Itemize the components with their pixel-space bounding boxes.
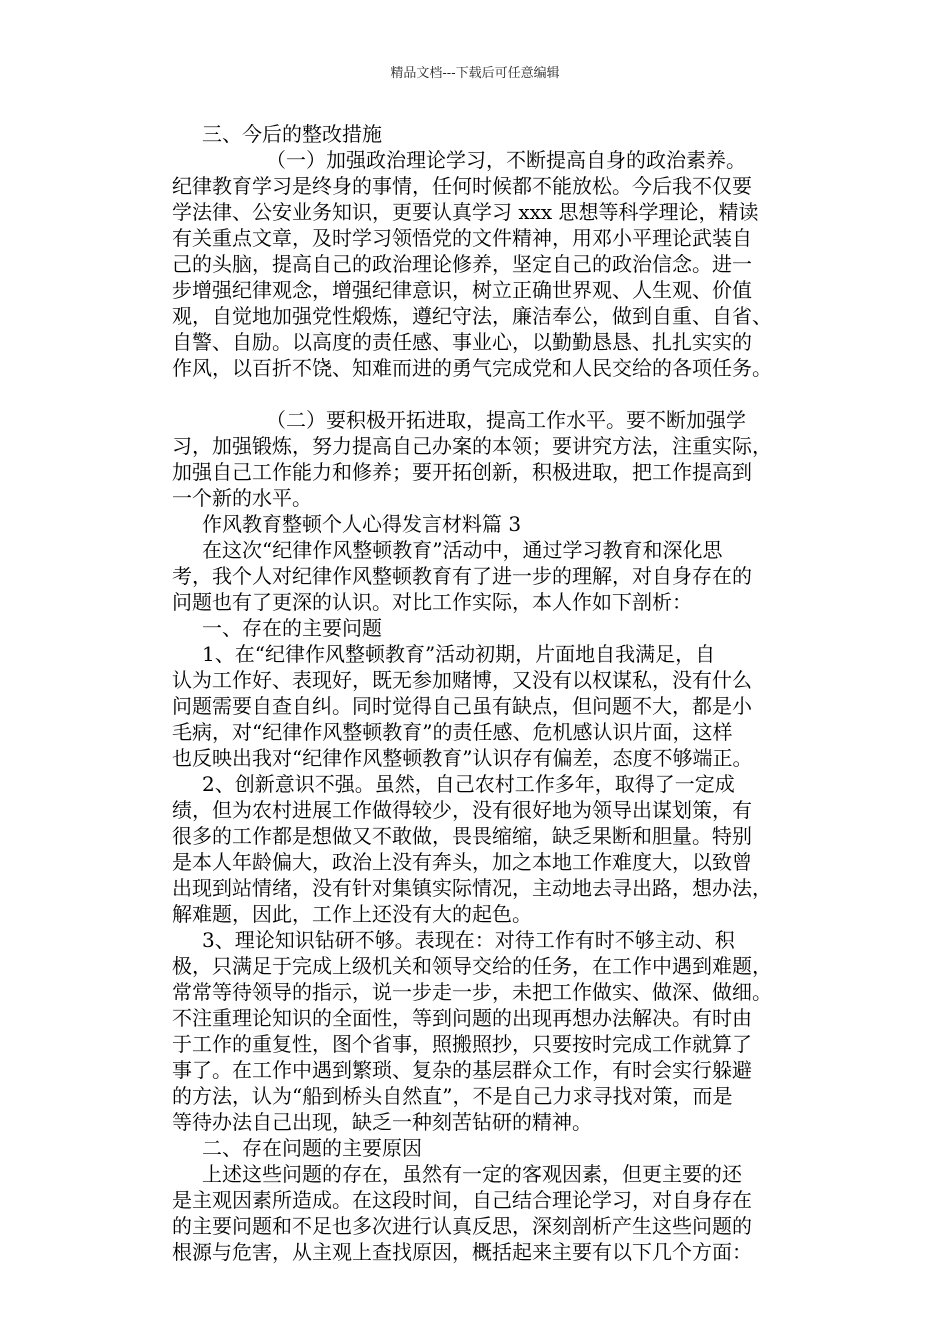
blank-line	[172, 381, 804, 407]
text-line: （一）加强政治理论学习，不断提高自身的政治素养。	[266, 148, 746, 172]
text-line: 考，我个人对纪律作风整顿教育有了进一步的理解，对自身存在的	[172, 564, 752, 588]
text-line: 三、今后的整改措施	[202, 122, 382, 146]
text-line: 根源与危害，从主观上查找原因，概括起来主要有以下几个方面：	[172, 1240, 752, 1264]
text-line: 有关重点文章，及时学习领悟党的文件精神，用邓小平理论武装自	[172, 226, 752, 250]
text-line: 作风教育整顿个人心得发言材料篇 3	[202, 512, 522, 536]
text-line: （二）要积极开拓进取，提高工作水平。要不断加强学	[266, 408, 746, 432]
text-line: 纪律教育学习是终身的事情，任何时候都不能放松。今后我不仅要	[172, 174, 752, 198]
text-line: 认为工作好、表现好，既无参加赌博，又没有以权谋私，没有什么	[172, 668, 752, 692]
text-line: 绩，但为农村进展工作做得较少，没有很好地为领导出谋划策，有	[172, 798, 752, 822]
text-line: 2、创新意识不强。虽然，自己农村工作多年，取得了一定成	[202, 772, 735, 796]
text-line: 在这次“纪律作风整顿教育”活动中，通过学习教育和深化思	[202, 538, 723, 562]
text-line: 事了。在工作中遇到繁琐、复杂的基层群众工作，有时会实行躲避	[172, 1058, 752, 1082]
text-line: 观，自觉地加强党性煅炼，遵纪守法，廉洁奉公，做到自重、自省、	[172, 304, 772, 328]
text-line: 不注重理论知识的全面性，等到问题的出现再想办法解决。有时由	[172, 1006, 752, 1030]
page-header: 精品文档---下载后可任意编辑	[390, 66, 560, 81]
text-line: 己的头脑，提高自己的政治理论修养，坚定自己的政治信念。进一	[172, 252, 752, 276]
text-line: 3、理论知识钻研不够。表现在：对待工作有时不够主动、积	[202, 928, 735, 952]
text-line: 一、存在的主要问题	[202, 616, 382, 640]
text-line: 二、存在问题的主要原因	[202, 1136, 422, 1160]
text-line: 加强自己工作能力和修养；要开拓创新，积极进取，把工作提高到	[172, 460, 752, 484]
text-line: 一个新的水平。	[172, 486, 312, 510]
text-line: 解难题，因此，工作上还没有大的起色。	[172, 902, 532, 926]
text-line: 上述这些问题的存在，虽然有一定的客观因素，但更主要的还	[202, 1162, 742, 1186]
text-line: 问题也有了更深的认识。对比工作实际，本人作如下剖析：	[172, 590, 692, 614]
text-line: 毛病，对“纪律作风整顿教育”的责任感、危机感认识片面，这样	[172, 720, 733, 744]
text-line: 是本人年龄偏大，政治上没有奔头，加之本地工作难度大，以致曾	[172, 850, 752, 874]
text-line: 出现到站情绪，没有针对集镇实际情况，主动地去寻出路，想办法，	[172, 876, 772, 900]
text-line: 习，加强锻炼，努力提高自己办案的本领；要讲究方法，注重实际，	[172, 434, 772, 458]
text-line: 极，只满足于完成上级机关和领导交给的任务，在工作中遇到难题，	[172, 954, 772, 978]
text-line: 的主要问题和不足也多次进行认真反思，深刻剖析产生这些问题的	[172, 1214, 752, 1238]
text-line: 作风，以百折不饶、知难而进的勇气完成党和人民交给的各项任务。	[172, 356, 772, 380]
text-line: 是主观因素所造成。在这段时间，自己结合理论学习，对自身存在	[172, 1188, 752, 1212]
text-line: 问题需要自查自纠。同时觉得自己虽有缺点，但问题不大，都是小	[172, 694, 752, 718]
text-line: 步增强纪律观念，增强纪律意识，树立正确世界观、人生观、价值	[172, 278, 752, 302]
text-line: 很多的工作都是想做又不敢做，畏畏缩缩，缺乏果断和胆量。特别	[172, 824, 752, 848]
text-line: 自警、自励。以高度的责任感、事业心，以勤勤恳恳、扎扎实实的	[172, 330, 752, 354]
text-line: 等待办法自己出现，缺乏一种刻苦钻研的精神。	[172, 1110, 592, 1134]
text-line: 学法律、公安业务知识，更要认真学习 xxx 思想等科学理论，精读	[172, 200, 759, 224]
text-line: 的方法，认为“船到桥头自然直”，不是自己力求寻找对策，而是	[172, 1084, 733, 1108]
document-body	[172, 121, 804, 1265]
text-line: 常常等待领导的指示，说一步走一步，未把工作做实、做深、做细。	[172, 980, 772, 1004]
text-line: 1、在“纪律作风整顿教育”活动初期，片面地自我满足，自	[202, 642, 716, 666]
text-line: 于工作的重复性，图个省事，照搬照抄，只要按时完成工作就算了	[172, 1032, 752, 1056]
text-line: 也反映出我对“纪律作风整顿教育”认识存有偏差，态度不够端正。	[172, 746, 753, 770]
